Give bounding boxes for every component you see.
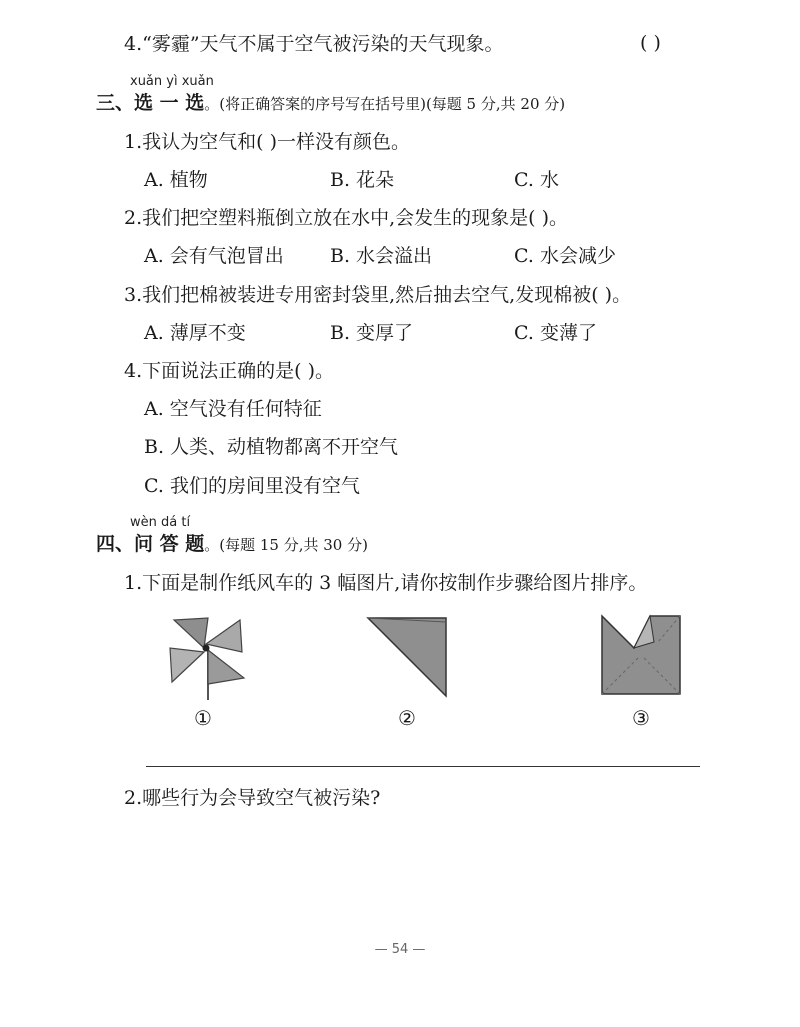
choice-2-option-a[interactable]: A. 会有气泡冒出 — [144, 245, 284, 267]
choice-2-option-c[interactable]: C. 水会减少 — [514, 245, 616, 267]
choice-question-4: 4.下面说法正确的是( )。 — [124, 360, 334, 382]
pinwheel-icon — [164, 608, 248, 704]
figure-label-3: ③ — [632, 706, 650, 730]
choice-4-option-a[interactable]: A. 空气没有任何特征 — [144, 398, 322, 420]
choice-question-2: 2.我们把空塑料瓶倒立放在水中,会发生的现象是( )。 — [124, 207, 569, 229]
section3-title: 三、选 一 选 — [96, 92, 205, 114]
section3-instruction: 。(将正确答案的序号写在括号里)(每题 5 分,共 20 分) — [204, 95, 566, 113]
figure-label-1: ① — [194, 706, 212, 730]
choice-1-option-a[interactable]: A. 植物 — [144, 169, 208, 191]
figure-label-2: ② — [398, 706, 416, 730]
choice-question-3: 3.我们把棉被装进专用密封袋里,然后抽去空气,发现棉被( )。 — [124, 284, 632, 306]
choice-1-option-b[interactable]: B. 花朵 — [330, 169, 395, 191]
folded-triangle-paper-icon — [364, 614, 450, 698]
page-number: — 54 — — [374, 942, 426, 957]
short-answer-question-1: 1.下面是制作纸风车的 3 幅图片,请你按制作步骤给图片排序。 — [124, 572, 648, 594]
choice-question-1: 1.我认为空气和( )一样没有颜色。 — [124, 131, 410, 153]
choice-4-option-b[interactable]: B. 人类、动植物都离不开空气 — [144, 436, 399, 458]
section4-title: 四、问 答 题 — [96, 533, 205, 555]
answer-paren[interactable]: ( ) — [640, 32, 661, 54]
choice-3-option-b[interactable]: B. 变厚了 — [330, 322, 414, 344]
choice-3-option-a[interactable]: A. 薄厚不变 — [144, 322, 246, 344]
choice-1-option-c[interactable]: C. 水 — [514, 169, 559, 191]
short-answer-question-2: 2.哪些行为会导致空气被污染? — [124, 787, 381, 809]
section3-pinyin: xuǎn yì xuǎn — [130, 74, 214, 89]
section4-heading — [96, 532, 368, 557]
section3-heading — [96, 91, 565, 116]
choice-4-option-c[interactable]: C. 我们的房间里没有空气 — [144, 475, 360, 497]
choice-3-option-c[interactable]: C. 变薄了 — [514, 322, 597, 344]
answer-line[interactable] — [146, 766, 700, 767]
judge-question-4-text: 4.“雾霾”天气不属于空气被污染的天气现象。 — [124, 33, 504, 55]
cut-square-paper-icon — [598, 612, 684, 698]
judge-question-4 — [124, 32, 504, 56]
section4-pinyin: wèn dá tí — [130, 515, 191, 530]
choice-2-option-b[interactable]: B. 水会溢出 — [330, 245, 433, 267]
section4-instruction: 。(每题 15 分,共 30 分) — [204, 536, 368, 554]
